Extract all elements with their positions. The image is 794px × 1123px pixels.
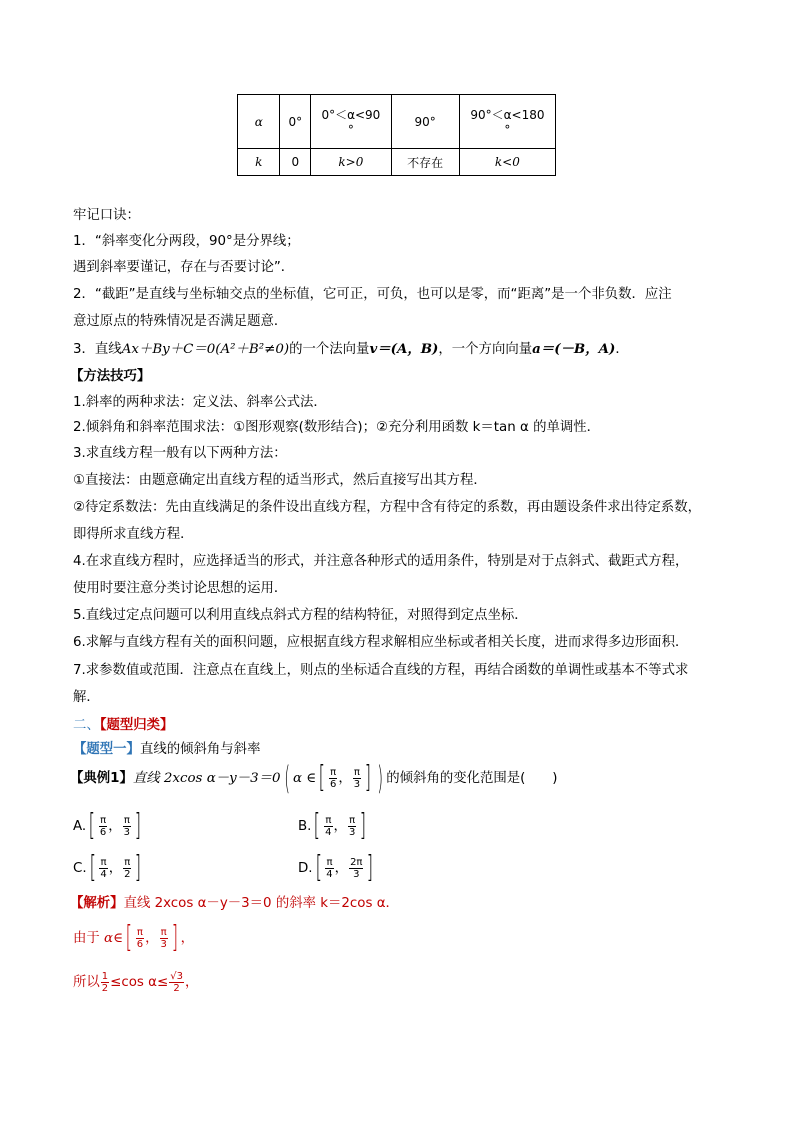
section-heading	[73, 716, 173, 736]
table-cell: k>0	[311, 149, 391, 176]
denominator: 6	[136, 938, 144, 950]
denominator: 3	[353, 868, 360, 880]
text: α∈	[104, 931, 124, 946]
table-row	[238, 149, 556, 176]
text: ，	[180, 931, 194, 946]
option-label: B.	[298, 819, 312, 834]
fraction	[325, 857, 333, 880]
type-label: 【题型一】	[73, 742, 140, 757]
fraction	[329, 767, 337, 790]
denominator: 4	[326, 868, 333, 880]
numerator: π	[100, 814, 107, 826]
method-line: 5.直线过定点问题可以利用直线点斜式方程的结构特征，对照得到定点坐标．	[73, 608, 528, 623]
option-b	[298, 810, 369, 844]
method-line: 7.求参数值或范围．注意点在直线上，则点的坐标适合直线的方程，再结合函数的单调性或基本不等式求	[73, 663, 689, 678]
denominator: 3	[123, 826, 131, 838]
comma: ，	[334, 861, 349, 876]
method-line: 即得所求直线方程．	[73, 527, 194, 542]
type-heading	[73, 740, 260, 760]
table-cell: 0	[280, 149, 311, 176]
table-cell: α	[238, 95, 280, 149]
numerator: π	[349, 814, 356, 826]
text: 的一个法向量	[289, 342, 370, 357]
table-cell: 0°	[280, 95, 311, 149]
table-cell: k	[238, 149, 280, 176]
right-bracket: ]	[364, 760, 372, 795]
numerator: π	[136, 926, 143, 938]
left-bracket: [	[315, 850, 322, 885]
fraction	[101, 971, 109, 994]
numerator: π	[124, 856, 131, 868]
method-line: 1.斜率的两种求法：定义法、斜率公式法．	[73, 395, 327, 410]
table-cell: k<0	[459, 149, 555, 176]
method-line: 2.倾斜角和斜率范围求法：①图形观察(数形结合)；②充分利用函数 k＝tan α 的单调性．	[73, 420, 601, 435]
left-bracket: [	[314, 808, 321, 843]
fraction	[348, 815, 356, 838]
option-a	[73, 810, 144, 844]
denominator: 2	[173, 982, 180, 994]
right-paren: )	[377, 759, 383, 797]
method-line: 4.在求直线方程时，应选择适当的形式，并注意各种形式的适用条件，特别是对于点斜式、截距式方程，	[73, 554, 689, 569]
numerator: √3	[170, 970, 183, 982]
mnemonic-item: 2．“截距”是直线与坐标轴交点的坐标值，它可正，可负，也可以是零，而“距离”是一个非负数．应注	[73, 287, 672, 302]
numerator: π	[123, 814, 130, 826]
numerator: π	[100, 856, 107, 868]
numerator: π	[353, 766, 360, 778]
table-cell	[311, 95, 391, 149]
section-title: 【题型归类】	[99, 718, 174, 733]
cell-text: °	[504, 123, 511, 137]
right-bracket: ]	[359, 808, 367, 843]
table-cell: 90°	[391, 95, 459, 149]
fraction	[99, 857, 107, 880]
right-bracket: ]	[171, 920, 178, 955]
example-label: 【典例1】	[70, 771, 133, 786]
right-bracket: ]	[367, 850, 374, 885]
denominator: 4	[100, 868, 107, 880]
section-number: 二、	[73, 718, 100, 733]
denominator: 6	[99, 826, 107, 838]
text: 由于	[73, 931, 100, 946]
mnemonic-item	[73, 339, 629, 360]
mnemonic-item: 意过原点的特殊情况是否满足题意．	[73, 314, 288, 329]
methods-title: 【方法技巧】	[70, 369, 151, 384]
direction-vector: a＝(－B，A)	[532, 341, 616, 357]
method-line: ①直接法：由题意确定出直线方程的适当形式，然后直接写出其方程．	[73, 473, 487, 488]
mnemonic-title: 牢记口诀：	[73, 208, 140, 223]
method-line: 解．	[73, 690, 100, 705]
fraction	[99, 815, 107, 838]
text: ≤cos α≤	[110, 975, 169, 990]
method-line: 使用时要注意分类讨论思想的运用．	[73, 581, 288, 596]
numerator: π	[330, 766, 337, 778]
text: ，一个方向向量	[438, 342, 533, 357]
fraction	[169, 971, 184, 994]
numerator: 2π	[350, 856, 363, 868]
denominator: 4	[325, 826, 332, 838]
solution-line	[70, 894, 399, 914]
fraction	[123, 857, 131, 880]
option-c	[73, 852, 144, 886]
table-row	[238, 95, 556, 149]
equation: Ax＋By＋C＝0(A²＋B²≠0)	[121, 342, 290, 357]
text: ．	[615, 342, 629, 357]
fraction	[123, 815, 131, 838]
numerator: π	[326, 856, 333, 868]
denominator: 3	[160, 938, 167, 950]
comma: ，	[108, 819, 122, 834]
fraction	[160, 927, 168, 950]
method-line: 6.求解与直线方程有关的面积问题，应根据直线方程求解相应坐标或者相关长度，进而求得多边形面积．	[73, 635, 689, 650]
solution-line	[73, 966, 198, 1000]
numerator: π	[160, 926, 167, 938]
normal-vector: v＝(A，B)	[369, 341, 439, 357]
option-label: D.	[298, 861, 313, 876]
fraction	[136, 927, 144, 950]
denominator: 2	[124, 868, 131, 880]
solution-line	[73, 922, 194, 956]
fraction	[349, 857, 363, 880]
numerator: 1	[101, 970, 109, 982]
solution-label: 【解析】	[70, 896, 124, 911]
text: ，	[184, 975, 199, 990]
right-bracket: ]	[135, 850, 142, 885]
denominator: 3	[353, 778, 361, 790]
denominator: 6	[329, 778, 337, 790]
option-label: C.	[73, 861, 87, 876]
mnemonic-item: 遇到斜率要谨记，存在与否要讨论”．	[73, 260, 295, 275]
method-line: ②待定系数法：先由直线满足的条件设出直线方程，方程中含有待定的系数，再由题设条件求出待定系数，	[73, 500, 701, 515]
comma: ，	[145, 931, 159, 946]
example-question	[70, 759, 558, 797]
table-cell	[459, 95, 555, 149]
option-d	[298, 852, 376, 886]
comma: ，	[338, 771, 352, 786]
left-bracket: [	[89, 850, 96, 885]
denominator: 3	[348, 826, 356, 838]
left-bracket: [	[88, 808, 96, 843]
left-bracket: [	[318, 760, 326, 795]
table-cell: 不存在	[391, 149, 459, 176]
fraction	[353, 767, 361, 790]
right-bracket: ]	[134, 808, 142, 843]
type-title: 直线的倾斜角与斜率	[139, 742, 261, 757]
cell-text: 0°＜α<90	[321, 108, 381, 122]
comma: ，	[108, 861, 123, 876]
comma: ，	[333, 819, 347, 834]
left-bracket: [	[125, 920, 133, 955]
denominator: 2	[101, 982, 109, 994]
condition: α ∈	[293, 771, 317, 786]
option-label: A.	[73, 819, 87, 834]
left-paren: (	[283, 759, 290, 797]
text: 3．直线	[73, 342, 122, 357]
method-line: 3.求直线方程一般有以下两种方法：	[73, 446, 287, 461]
slope-table	[237, 94, 556, 176]
text: 的倾斜角的变化范围是( )	[386, 771, 558, 786]
numerator: π	[325, 814, 332, 826]
mnemonic-item: 1．“斜率变化分两段，90°是分界线；	[73, 234, 300, 249]
fraction	[324, 815, 332, 838]
text: 所以	[73, 975, 100, 990]
equation: 直线 2xcos α－y－3＝0	[132, 771, 281, 786]
cell-text: 90°＜α<180	[470, 108, 545, 122]
cell-text: °	[347, 123, 354, 137]
text: 直线 2xcos α－y－3＝0 的斜率 k＝2cos α．	[123, 896, 399, 911]
